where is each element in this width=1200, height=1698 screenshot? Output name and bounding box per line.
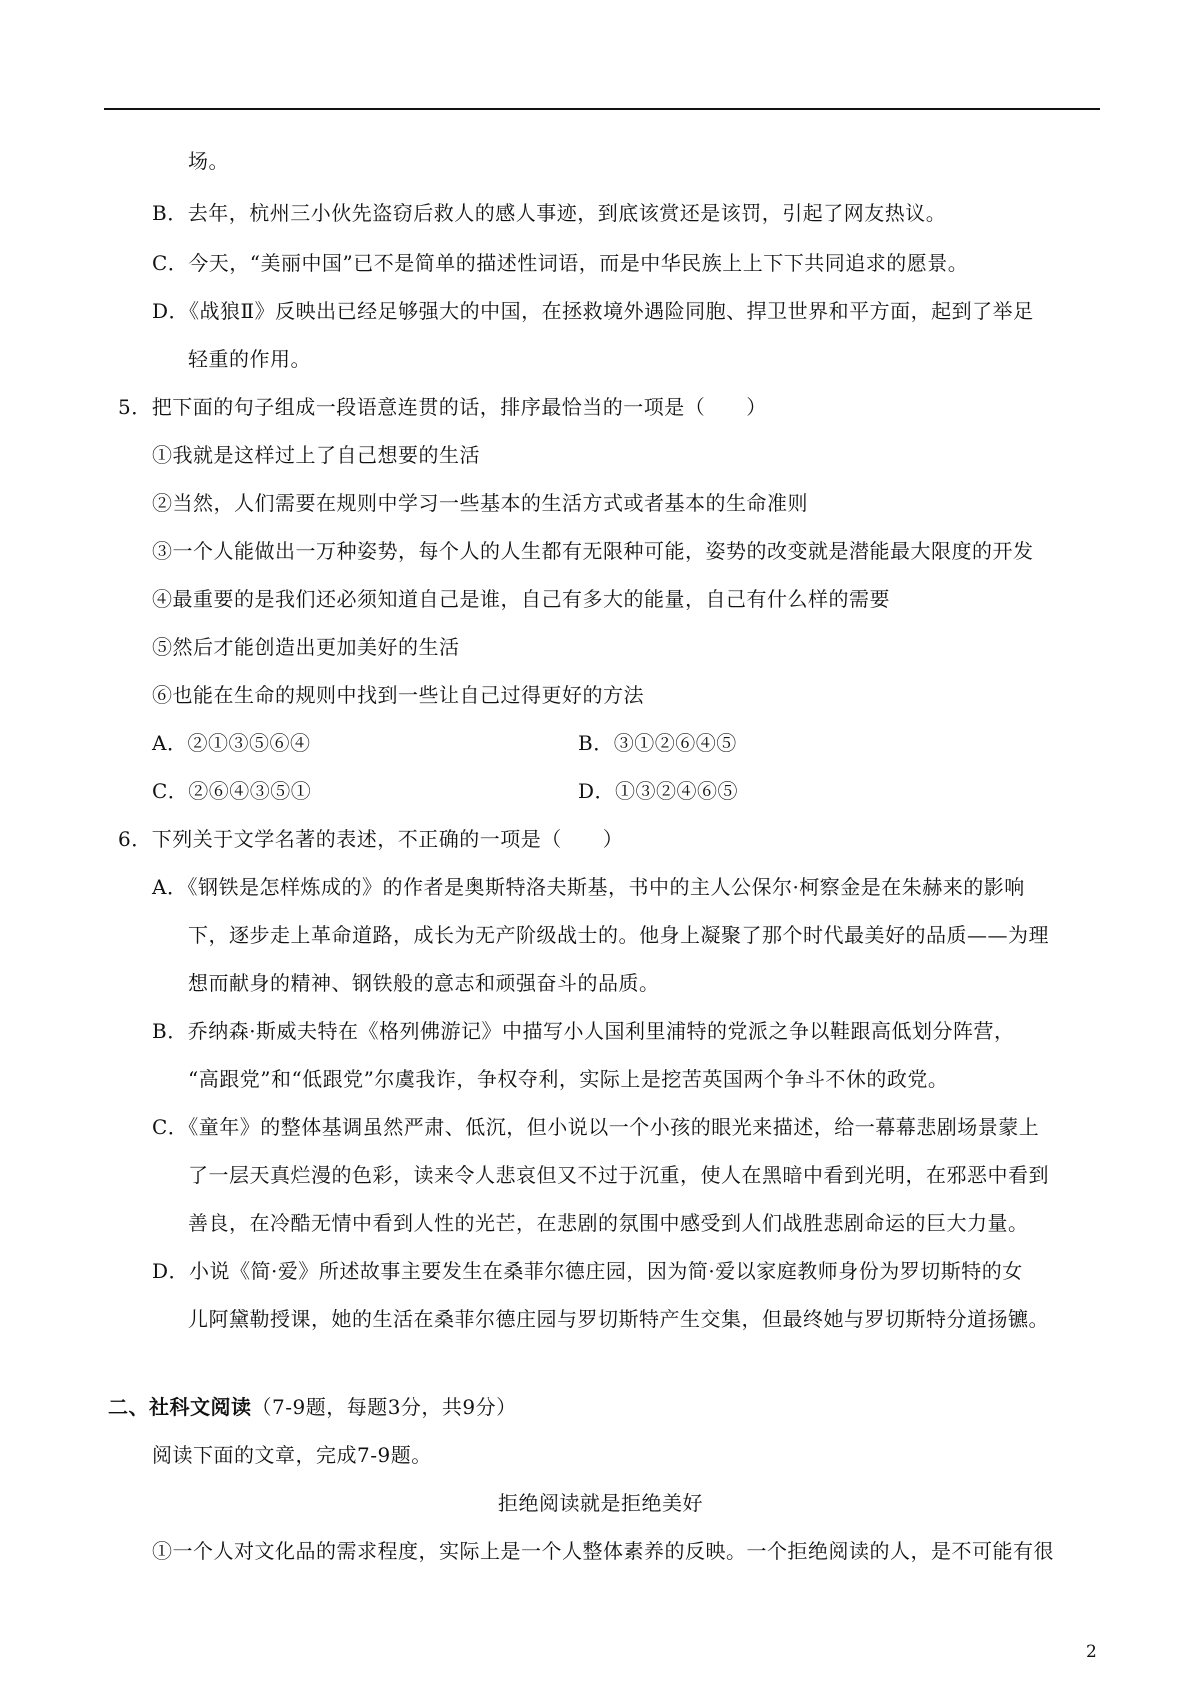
q6-option-b-line2: “高跟党”和“低跟党”尔虞我诈，争权夺利，实际上是挖苦英国两个争斗不休的政党。 <box>188 1067 949 1091</box>
q5-sentence-1: ①我就是这样过上了自己想要的生活 <box>152 443 480 467</box>
q6-option-d-line2: 儿阿黛勒授课，她的生活在桑菲尔德庄园与罗切斯特产生交集，但最终她与罗切斯特分道扬镳。 <box>188 1307 1049 1331</box>
q6-option-a-line3: 想而献身的精神、钢铁般的意志和顽强奋斗的品质。 <box>188 971 660 995</box>
q5-stem: 5．把下面的句子组成一段语意连贯的话，排序最恰当的一项是（ ） <box>118 395 767 419</box>
q5-sentence-4: ④最重要的是我们还必须知道自己是谁，自己有多大的能量，自己有什么样的需要 <box>152 587 890 611</box>
q5-option-a: A．②①③⑤⑥④ <box>152 731 311 755</box>
q5-option-d: D．①③②④⑥⑤ <box>578 779 739 803</box>
header-rule <box>104 108 1100 110</box>
q4-option-b: B．去年，杭州三小伙先盗窃后救人的感人事迹，到底该赏还是该罚，引起了网友热议。 <box>152 201 947 225</box>
q6-option-a-line2: 下，逐步走上革命道路，成长为无产阶级战士的。他身上凝聚了那个时代最美好的品质——为理 <box>188 923 1049 947</box>
q6-option-b-line1: B．乔纳森·斯威夫特在《格列佛游记》中描写小人国利里浦特的党派之争以鞋跟高低划分阵营， <box>152 1019 1015 1043</box>
q6-option-c-line2: 了一层天真烂漫的色彩，读来令人悲哀但又不过于沉重，使人在黑暗中看到光明，在邪恶中看到 <box>188 1163 1049 1187</box>
q5-option-c: C．②⑥④③⑤① <box>152 779 312 803</box>
q6-option-c-line3: 善良，在冷酷无情中看到人性的光芒，在悲剧的氛围中感受到人们战胜悲剧命运的巨大力量。 <box>188 1211 1029 1235</box>
q4-option-d-line1: D．《战狼Ⅱ》反映出已经足够强大的中国，在拯救境外遇险同胞、捍卫世界和平方面，起到了举足 <box>152 299 1034 323</box>
q6-option-d-line1: D．小说《简·爱》所述故事主要发生在桑菲尔德庄园，因为简·爱以家庭教师身份为罗切斯特的女 <box>152 1259 1023 1283</box>
q5-option-b: B．③①②⑥④⑤ <box>578 731 737 755</box>
reading-instruction: 阅读下面的文章，完成7-9题。 <box>152 1443 432 1467</box>
q6-option-a-line1: A．《钢铁是怎样炼成的》的作者是奥斯特洛夫斯基，书中的主人公保尔·柯察金是在朱赫来的影响 <box>152 875 1025 899</box>
q4-option-d-line2: 轻重的作用。 <box>188 347 311 371</box>
q5-sentence-3: ③一个人能做出一万种姿势，每个人的人生都有无限种可能，姿势的改变就是潜能最大限度的开发 <box>152 539 1034 563</box>
q6-stem: 6．下列关于文学名著的表述，不正确的一项是（ ） <box>118 827 624 851</box>
q4-option-a-tail: 场。 <box>188 149 229 173</box>
section-heading-title: 二、社科文阅读 <box>108 1395 252 1419</box>
q5-sentence-2: ②当然，人们需要在规则中学习一些基本的生活方式或者基本的生命准则 <box>152 491 808 515</box>
q4-option-c: C．今天，“美丽中国”已不是简单的描述性词语，而是中华民族上上下下共同追求的愿景。 <box>152 251 969 275</box>
q5-sentence-6: ⑥也能在生命的规则中找到一些让自己过得更好的方法 <box>152 683 644 707</box>
page-number: 2 <box>1086 1642 1097 1662</box>
section-heading-note: （7-9题，每题3分，共9分） <box>251 1395 517 1419</box>
article-paragraph-1-line1: ①一个人对文化品的需求程度，实际上是一个人整体素养的反映。一个拒绝阅读的人，是不可能有很 <box>152 1539 1054 1563</box>
q5-sentence-5: ⑤然后才能创造出更加美好的生活 <box>152 635 460 659</box>
section-heading <box>108 1393 517 1421</box>
q6-option-c-line1: C．《童年》的整体基调虽然严肃、低沉，但小说以一个小孩的眼光来描述，给一幕幕悲剧场景蒙上 <box>152 1115 1040 1139</box>
article-title: 拒绝阅读就是拒绝美好 <box>498 1491 703 1515</box>
